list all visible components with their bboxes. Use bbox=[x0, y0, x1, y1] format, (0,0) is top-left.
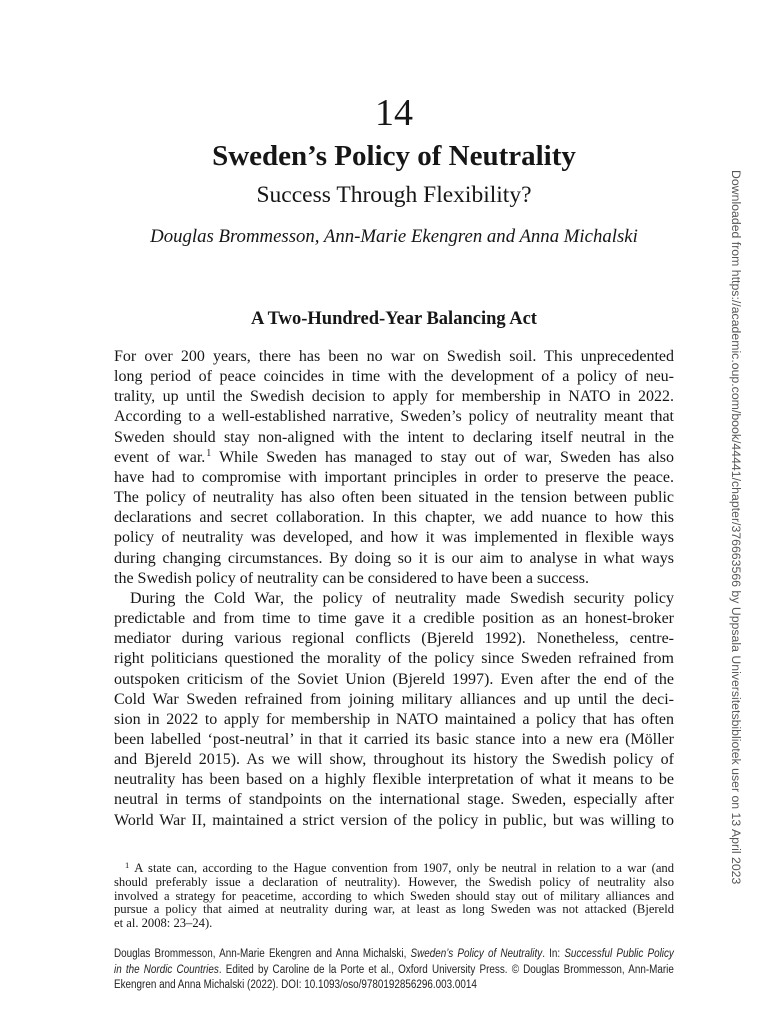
footnote-line: involved a strategy for peacetime, according to which Sweden should stay out of military alliances and bbox=[114, 888, 674, 903]
body-line: long period of peace coincides in time with the development of a policy of neu- bbox=[114, 368, 674, 386]
body-line: predictable and from time to time gave it a credible position as an honest-broker bbox=[114, 610, 674, 628]
body-line: have had to compromise with important principles in order to preserve the peace. bbox=[114, 468, 674, 486]
citation-authors: Douglas Brommesson, Ann-Marie Ekengren and Anna Michalski, bbox=[114, 948, 411, 960]
chapter-title: Sweden’s Policy of Neutrality bbox=[212, 140, 576, 172]
body-line: During the Cold War, the policy of neutrality made Swedish security policy bbox=[130, 589, 674, 607]
body-line-text: event of war. bbox=[114, 448, 206, 466]
body-line: and Bjereld 2015). As we will show, throughout its history the Swedish policy of bbox=[114, 751, 674, 769]
footnote bbox=[114, 862, 674, 931]
citation-book-title: Successful Public Policy bbox=[564, 948, 674, 960]
footnote-reference: 1 bbox=[206, 447, 212, 459]
footnote-text: A state can, according to the Hague convention from 1907, only be neutral in relation to a war (and bbox=[134, 861, 674, 875]
citation-doi: Ekengren and Anna Michalski (2022). DOI: 10.1093/oso/9780192856296.003.0014 bbox=[114, 979, 477, 991]
body-paragraph bbox=[114, 589, 674, 831]
citation-chapter-title: Sweden’s Policy of Neutrality bbox=[410, 948, 543, 960]
footnote-line bbox=[114, 862, 674, 876]
chapter-subtitle: Success Through Flexibility? bbox=[256, 182, 532, 208]
chapter-number: 14 bbox=[375, 92, 413, 134]
section-heading: A Two-Hundred-Year Balancing Act bbox=[251, 309, 537, 329]
chapter-authors: Douglas Brommesson, Ann-Marie Ekengren and Anna Michalski bbox=[150, 226, 638, 247]
body-line: the Swedish policy of neutrality can be considered to have been a success. bbox=[114, 569, 589, 587]
body-line: during changing circumstances. By doing so it is our aim to analyse in what ways bbox=[114, 549, 674, 567]
footnote-marker: 1 bbox=[125, 860, 130, 870]
citation-line bbox=[114, 978, 674, 994]
body-line: According to a well-established narrative, Sweden’s policy of neutrality meant that bbox=[114, 408, 674, 426]
body-line: declarations and secret collaboration. In this chapter, we add nuance to how this bbox=[114, 509, 674, 527]
body-line: World War II, maintained a strict version of the policy in public, but was willing to bbox=[114, 811, 674, 829]
body-line bbox=[114, 448, 674, 468]
body-paragraph bbox=[114, 347, 674, 589]
body-line-text: While Sweden has managed to stay out of war, Sweden has also bbox=[211, 448, 674, 466]
citation-text: . Edited by Caroline de la Porte et al., Oxford University Press. © Douglas Brommesson, Ann-Marie bbox=[218, 963, 674, 976]
body-line: Sweden should stay non-aligned with the intent to declaring itself neutral in the bbox=[114, 428, 674, 446]
body-line: mediator during various regional conflicts (Bjereld 1992). Nonetheless, centre- bbox=[114, 630, 674, 648]
chapter-citation bbox=[114, 947, 674, 994]
body-line: been labelled ‘post-neutral’ in that it carried its basic stance into a new era (Möller bbox=[114, 730, 674, 748]
footnote-line: et al. 2008: 23–24). bbox=[114, 916, 213, 931]
body-line: trality, up until the Swedish decision to apply for membership in NATO in 2022. bbox=[114, 388, 674, 406]
citation-book-title: in the Nordic Countries bbox=[114, 963, 219, 976]
body-line: The policy of neutrality has also often been situated in the tension between public bbox=[114, 489, 674, 507]
body-line: neutral in terms of standpoints on the international stage. Sweden, especially after bbox=[114, 791, 674, 809]
citation-line bbox=[114, 963, 674, 979]
citation-line bbox=[114, 947, 674, 963]
body-line: right politicians questioned the morality of the policy since Sweden refrained from bbox=[114, 650, 674, 668]
body-line: Cold War Sweden refrained from joining military alliances and up until the deci- bbox=[114, 690, 674, 708]
citation-text: . In: bbox=[542, 948, 565, 960]
footnote-line: pursue a policy that aimed at neutrality during war, at least as long Sweden was not attacked (Bjereld bbox=[114, 902, 674, 917]
footnote-line: should preferably issue a declaration of neutrality). However, the Swedish policy of neutrality also bbox=[114, 874, 674, 889]
body-line: For over 200 years, there has been no war on Swedish soil. This unprecedented bbox=[114, 348, 674, 365]
body-line: outspoken criticism of the Soviet Union (Bjereld 1997). Even after the end of the bbox=[114, 670, 674, 688]
body-line: sion in 2022 to apply for membership in NATO maintained a policy that has often bbox=[114, 710, 674, 728]
body-line: neutrality has been based on a highly flexible interpretation of what it means to be bbox=[114, 771, 674, 789]
download-watermark: Downloaded from https://academic.oup.com/book/44441/chapter/376663566 by Uppsala Universitetsbibliotek user on 13 April 2023 bbox=[729, 170, 743, 885]
chapter-body bbox=[114, 347, 674, 831]
body-line: policy of neutrality was developed, and how it was implemented in flexible ways bbox=[114, 529, 674, 547]
